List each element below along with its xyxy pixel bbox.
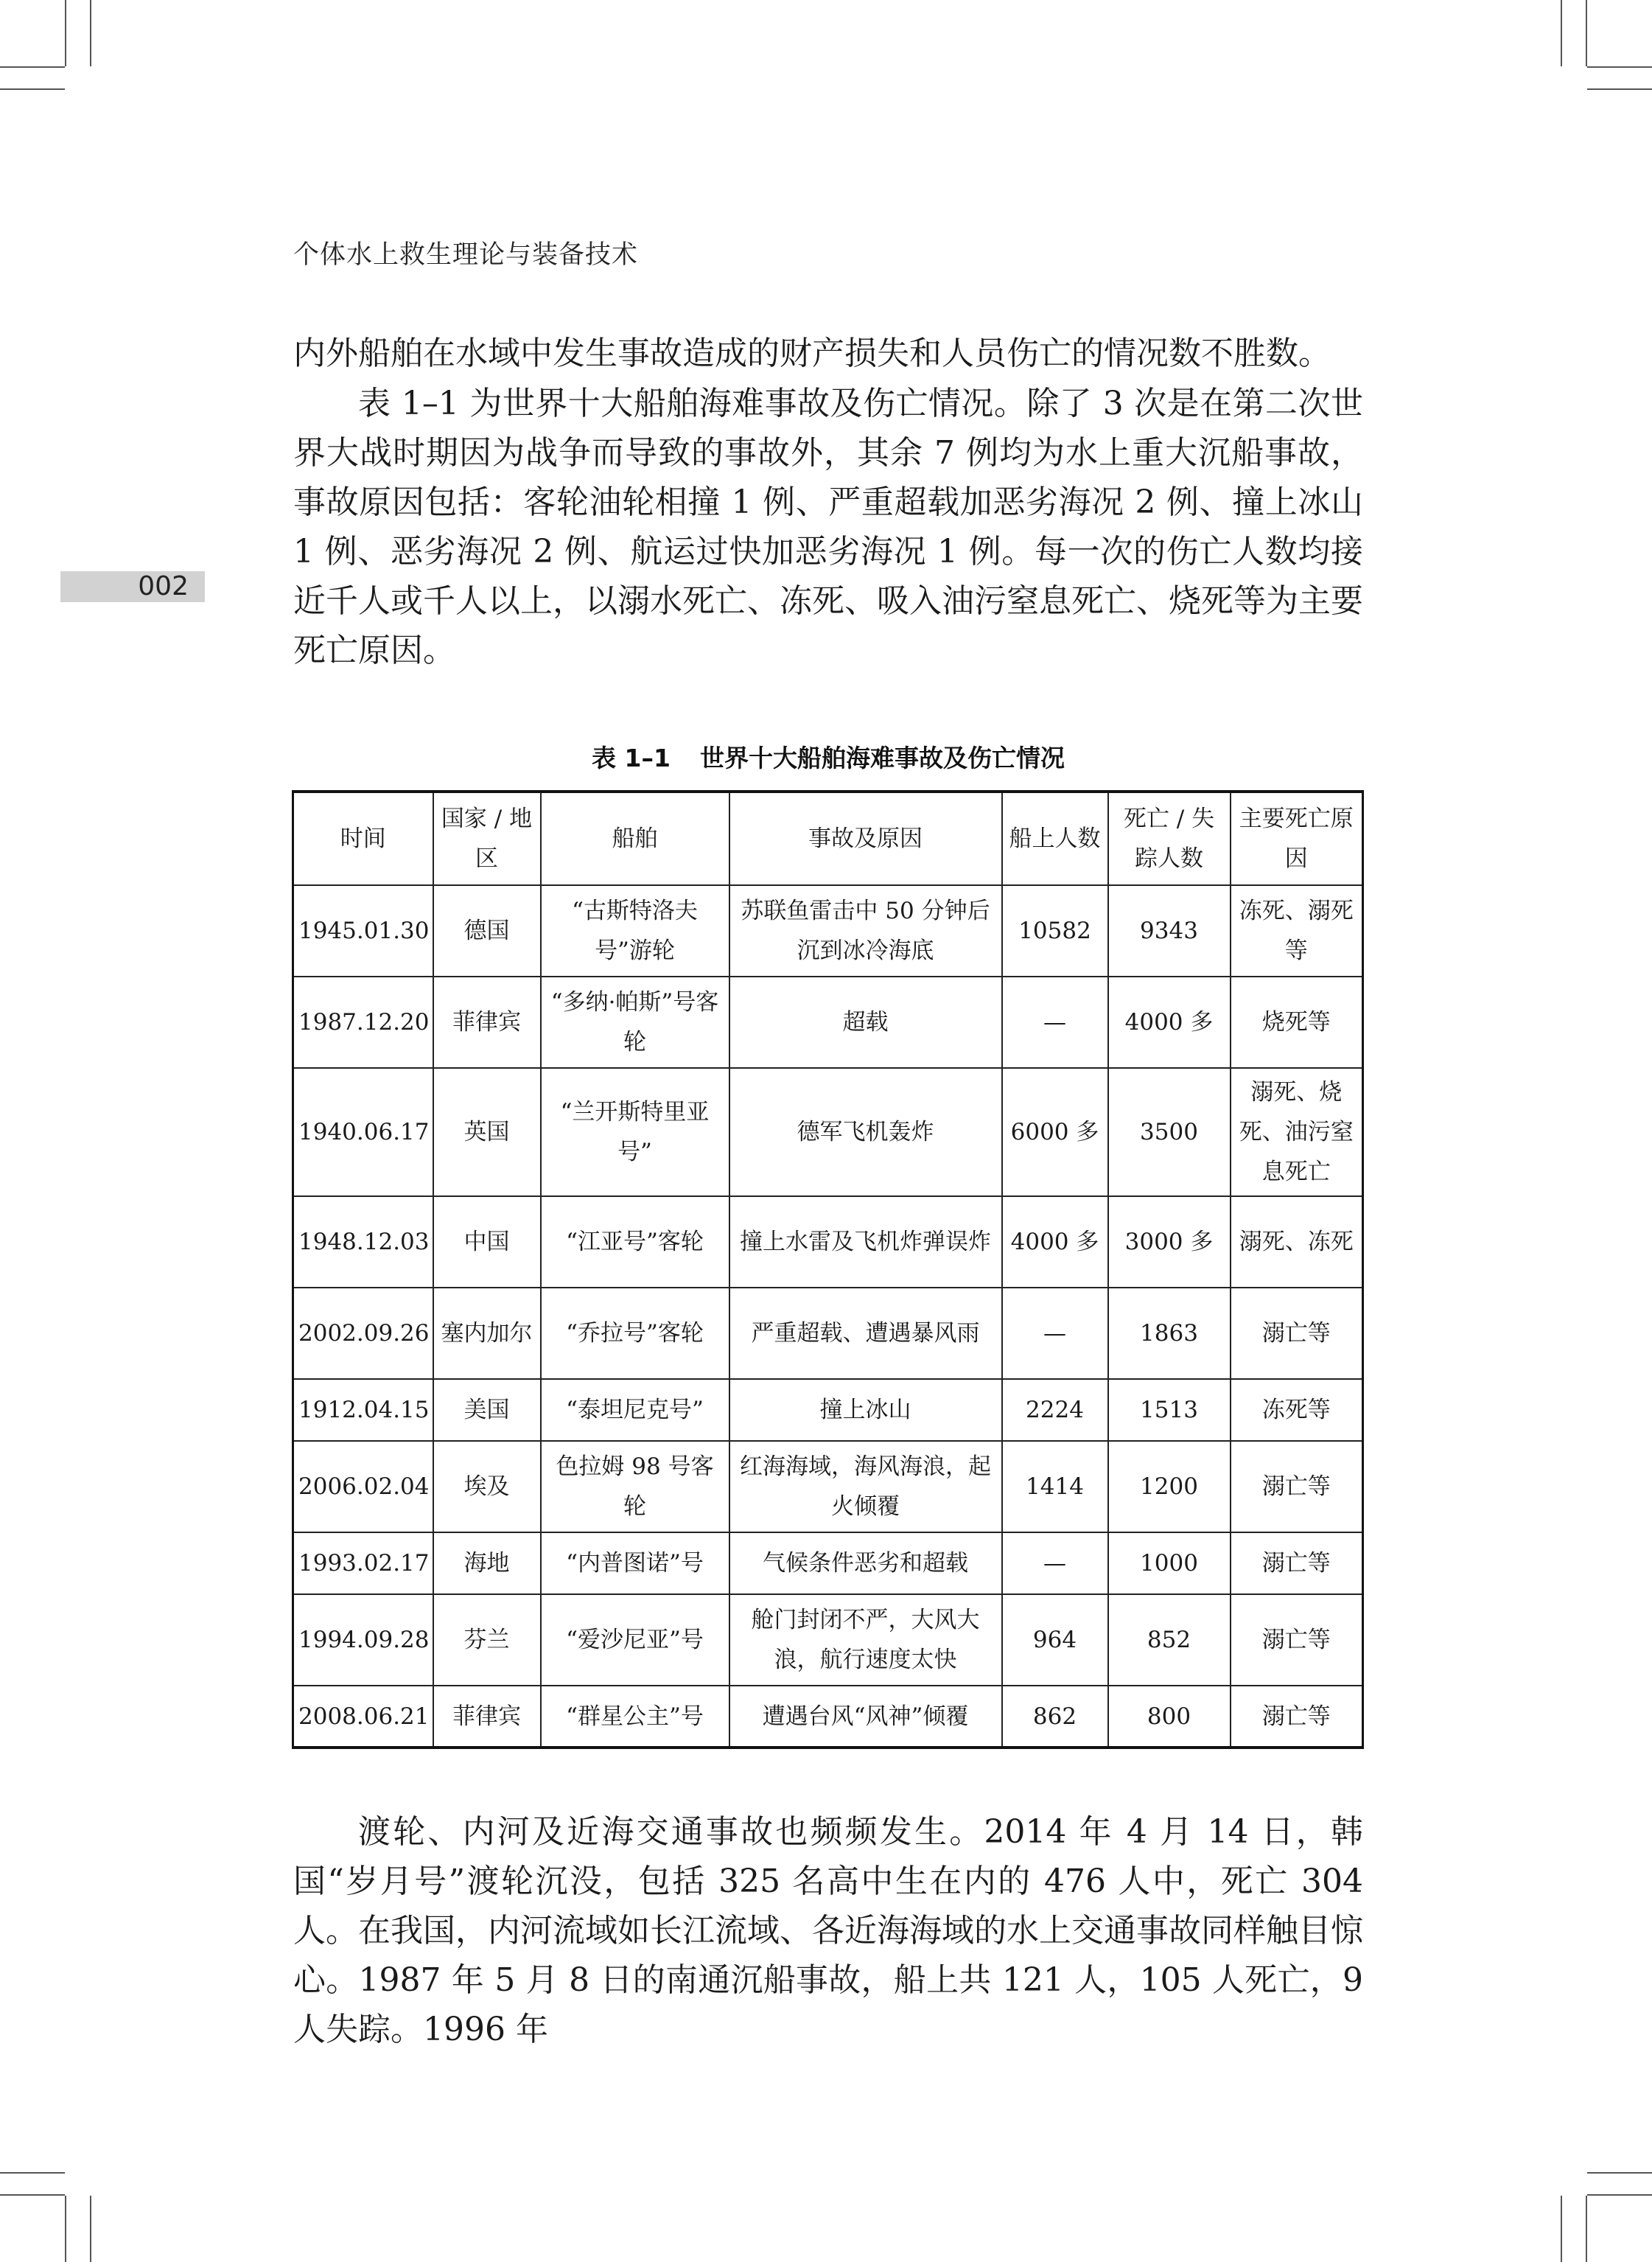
table-caption	[293, 739, 1363, 774]
cell-dead: 800	[1108, 1686, 1231, 1748]
cell-death-cause: 溺亡等	[1231, 1532, 1363, 1594]
cell-ship: “兰开斯特里亚号”	[541, 1068, 729, 1196]
cell-aboard: 10582	[1002, 885, 1108, 977]
cell-cause: 严重超载、遭遇暴风雨	[729, 1288, 1002, 1379]
crop-mark	[0, 2172, 65, 2174]
crop-mark	[90, 2196, 91, 2262]
cell-dead: 3000 多	[1108, 1196, 1231, 1288]
cell-country: 美国	[433, 1379, 541, 1441]
table-header-row	[293, 792, 1363, 885]
header-country: 国家 / 地区	[433, 792, 541, 885]
crop-mark	[1587, 2172, 1652, 2174]
cell-aboard: —	[1002, 1532, 1108, 1594]
cell-ship: “古斯特洛夫号”游轮	[541, 885, 729, 977]
cell-aboard: —	[1002, 977, 1108, 1068]
cell-ship: “江亚号”客轮	[541, 1196, 729, 1288]
table-row	[293, 1441, 1363, 1532]
cell-country: 芬兰	[433, 1594, 541, 1686]
body-paragraph: 表 1–1 为世界十大船舶海难事故及伤亡情况。除了 3 次是在第二次世界大战时期因为战争而导致的事故外，其余 7 例均为水上重大沉船事故，事故原因包括：客轮油轮相撞 1 例、严重超载加恶劣海况 2 例、撞上冰山 1 例、恶劣海况 2 例、航运过快加恶劣海况 1 例。每一次的伤亡人数均接近千人或千人以上，以溺水死亡、冻死、吸入油污窒息死亡、烧死等为主要死亡原因。	[293, 385, 1363, 669]
cell-death-cause: 溺亡等	[1231, 1441, 1363, 1532]
table-number: 表 1–1	[592, 744, 671, 772]
cell-country: 菲律宾	[433, 1686, 541, 1748]
cell-aboard: —	[1002, 1288, 1108, 1379]
cell-aboard: 4000 多	[1002, 1196, 1108, 1288]
cell-death-cause: 溺亡等	[1231, 1594, 1363, 1686]
cell-ship: “爱沙尼亚”号	[541, 1594, 729, 1686]
table-row	[293, 1532, 1363, 1594]
table-row	[293, 1686, 1363, 1748]
table-row	[293, 1068, 1363, 1196]
cell-dead: 1513	[1108, 1379, 1231, 1441]
cell-country: 英国	[433, 1068, 541, 1196]
cell-dead: 4000 多	[1108, 977, 1231, 1068]
page-number: 002	[138, 571, 189, 601]
cell-country: 塞内加尔	[433, 1288, 541, 1379]
cell-cause: 苏联鱼雷击中 50 分钟后沉到冰冷海底	[729, 885, 1002, 977]
crop-mark	[1561, 0, 1562, 66]
cell-ship: “多纳·帕斯”号客轮	[541, 977, 729, 1068]
cell-cause: 遭遇台风“风神”倾覆	[729, 1686, 1002, 1748]
crop-mark	[1587, 2194, 1652, 2196]
table-title: 世界十大船舶海难事故及伤亡情况	[699, 744, 1065, 772]
cell-time: 2006.02.04	[293, 1441, 433, 1532]
cell-cause: 气候条件恶劣和超载	[729, 1532, 1002, 1594]
cell-time: 1994.09.28	[293, 1594, 433, 1686]
cell-time: 2008.06.21	[293, 1686, 433, 1748]
cell-ship: “群星公主”号	[541, 1686, 729, 1748]
crop-mark	[1586, 0, 1587, 66]
page-number-tab	[60, 571, 205, 602]
cell-cause: 舱门封闭不严，大风大浪，航行速度太快	[729, 1594, 1002, 1686]
cell-cause: 撞上水雷及飞机炸弹误炸	[729, 1196, 1002, 1288]
header-dead: 死亡 / 失踪人数	[1108, 792, 1231, 885]
crop-mark	[0, 88, 65, 90]
cell-death-cause: 溺死、烧死、油污窒息死亡	[1231, 1068, 1363, 1196]
cell-country: 德国	[433, 885, 541, 977]
cell-aboard: 2224	[1002, 1379, 1108, 1441]
cell-time: 1912.04.15	[293, 1379, 433, 1441]
cell-country: 埃及	[433, 1441, 541, 1532]
header-time: 时间	[293, 792, 433, 885]
cell-ship: 色拉姆 98 号客轮	[541, 1441, 729, 1532]
crop-mark	[1586, 2196, 1587, 2262]
cell-cause: 超载	[729, 977, 1002, 1068]
cell-country: 海地	[433, 1532, 541, 1594]
cell-dead: 1863	[1108, 1288, 1231, 1379]
cell-cause: 德军飞机轰炸	[729, 1068, 1002, 1196]
crop-mark	[0, 66, 65, 68]
table-row	[293, 885, 1363, 977]
cell-cause: 撞上冰山	[729, 1379, 1002, 1441]
crop-mark	[1587, 66, 1652, 68]
cell-time: 2002.09.26	[293, 1288, 433, 1379]
cell-time: 1945.01.30	[293, 885, 433, 977]
shipwreck-table	[292, 790, 1364, 1749]
header-death-cause: 主要死亡原因	[1231, 792, 1363, 885]
cell-death-cause: 烧死等	[1231, 977, 1363, 1068]
cell-death-cause: 溺死、冻死	[1231, 1196, 1363, 1288]
cell-country: 菲律宾	[433, 977, 541, 1068]
cell-dead: 3500	[1108, 1068, 1231, 1196]
cell-country: 中国	[433, 1196, 541, 1288]
crop-mark	[65, 2196, 66, 2262]
cell-death-cause: 冻死、溺死等	[1231, 885, 1363, 977]
cell-ship: “泰坦尼克号”	[541, 1379, 729, 1441]
header-cause: 事故及原因	[729, 792, 1002, 885]
body-paragraph: 内外船舶在水域中发生事故造成的财产损失和人员伤亡的情况数不胜数。	[293, 335, 1331, 372]
header-aboard: 船上人数	[1002, 792, 1108, 885]
cell-death-cause: 冻死等	[1231, 1379, 1363, 1441]
header-ship: 船舶	[541, 792, 729, 885]
table-row	[293, 1196, 1363, 1288]
cell-cause: 红海海域，海风海浪，起火倾覆	[729, 1441, 1002, 1532]
cell-dead: 1000	[1108, 1532, 1231, 1594]
cell-time: 1987.12.20	[293, 977, 433, 1068]
cell-dead: 852	[1108, 1594, 1231, 1686]
cell-death-cause: 溺亡等	[1231, 1686, 1363, 1748]
table-row	[293, 1594, 1363, 1686]
cell-dead: 1200	[1108, 1441, 1231, 1532]
crop-mark	[0, 2194, 65, 2196]
crop-mark	[90, 0, 91, 66]
table-row	[293, 977, 1363, 1068]
cell-death-cause: 溺亡等	[1231, 1288, 1363, 1379]
cell-ship: “乔拉号”客轮	[541, 1288, 729, 1379]
table-row	[293, 1288, 1363, 1379]
cell-aboard: 6000 多	[1002, 1068, 1108, 1196]
cell-aboard: 1414	[1002, 1441, 1108, 1532]
cell-ship: “内普图诺”号	[541, 1532, 729, 1594]
body-paragraph: 渡轮、内河及近海交通事故也频频发生。2014 年 4 月 14 日，韩国“岁月号”渡轮沉没，包括 325 名高中生在内的 476 人中，死亡 304 人。在我国，内河流域如长江流域、各近海海域的水上交通事故同样触目惊心。1987 年 5 月 8 日的南通沉船事故，船上共 121 人，105 人死亡，9 人失踪。1996 年	[293, 1813, 1363, 2048]
cell-time: 1993.02.17	[293, 1532, 433, 1594]
running-head: 个体水上救生理论与装备技术	[293, 240, 639, 270]
crop-mark	[1587, 88, 1652, 90]
cell-time: 1948.12.03	[293, 1196, 433, 1288]
cell-dead: 9343	[1108, 885, 1231, 977]
crop-mark	[1561, 2196, 1562, 2262]
cell-aboard: 964	[1002, 1594, 1108, 1686]
table-row	[293, 1379, 1363, 1441]
crop-mark	[65, 0, 66, 66]
cell-aboard: 862	[1002, 1686, 1108, 1748]
cell-time: 1940.06.17	[293, 1068, 433, 1196]
